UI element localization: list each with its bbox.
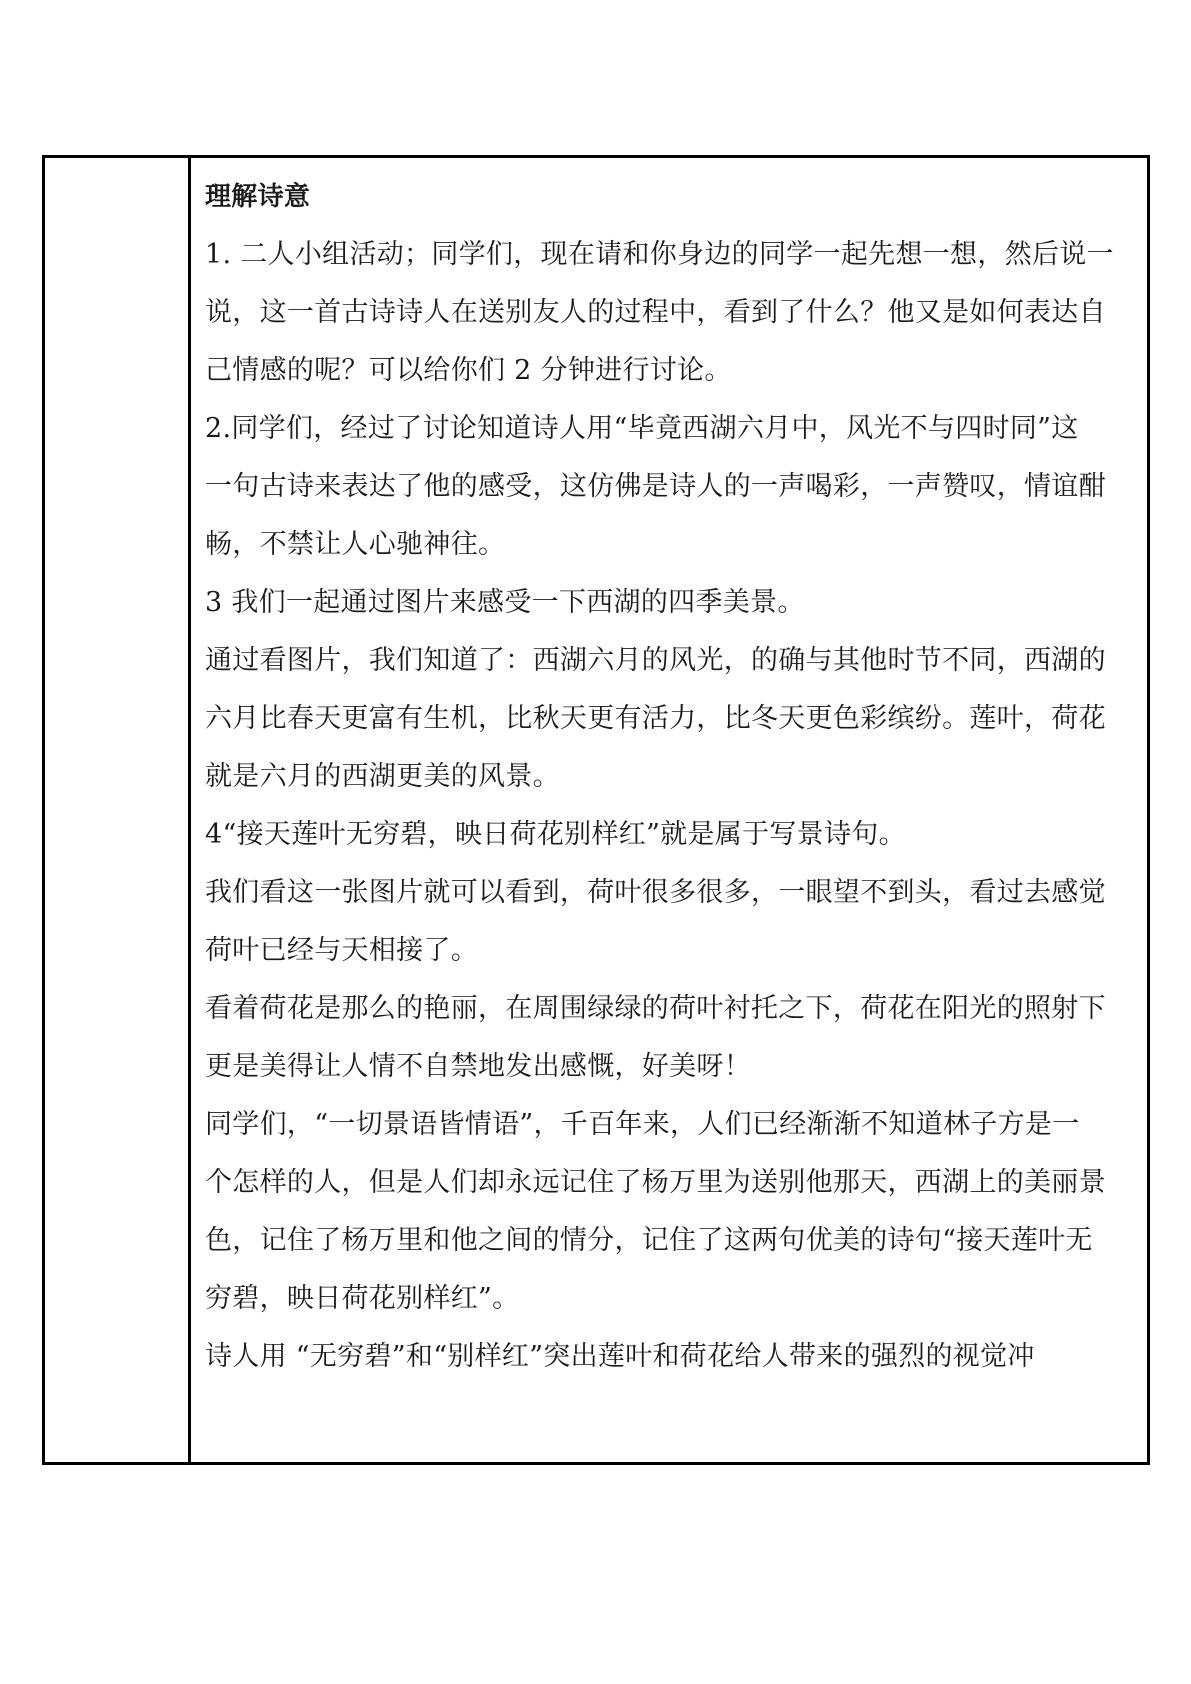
text-line: 六月比春天更富有生机，比秋天更有活力，比冬天更色彩缤纷。莲叶，荷花 xyxy=(205,703,1106,734)
text-line: 一句古诗来表达了他的感受，这仿佛是诗人的一声喝彩，一声赞叹，情谊酣 xyxy=(205,471,1106,502)
text-line: 就是六月的西湖更美的风景。 xyxy=(205,761,560,792)
text-line: 荷叶已经与天相接了。 xyxy=(205,935,478,966)
text-line: 畅，不禁让人心驰神往。 xyxy=(205,529,506,560)
text-line: 说，这一首古诗诗人在送别友人的过程中，看到了什么？他又是如何表达自 xyxy=(205,297,1106,328)
text-line: 4“接天莲叶无穷碧，映日荷花别样红”就是属于写景诗句。 xyxy=(205,819,906,850)
lesson-table xyxy=(42,155,1150,1465)
text-line: 我们看这一张图片就可以看到，荷叶很多很多，一眼望不到头，看过去感觉 xyxy=(205,877,1106,908)
text-line: 通过看图片，我们知道了：西湖六月的风光，的确与其他时节不同，西湖的 xyxy=(205,645,1106,676)
text-line: 诗人用 “无穷碧”和“别样红”突出莲叶和荷花给人带来的强烈的视觉冲 xyxy=(205,1341,1035,1372)
text-line: 个怎样的人，但是人们却永远记住了杨万里为送别他那天，西湖上的美丽景 xyxy=(205,1167,1106,1198)
text-line: 看着荷花是那么的艳丽，在周围绿绿的荷叶衬托之下，荷花在阳光的照射下 xyxy=(205,993,1106,1024)
section-title: 理解诗意 xyxy=(205,182,311,212)
text-line: 更是美得让人情不自禁地发出感慨，好美呀！ xyxy=(205,1051,751,1082)
text-line: 穷碧，映日荷花别样红”。 xyxy=(205,1283,520,1314)
table-content-cell xyxy=(191,158,1147,1462)
text-line: 同学们，“一切景语皆情语”，千百年来，人们已经渐渐不知道林子方是一 xyxy=(205,1109,1080,1140)
text-line: 1. 二人小组活动；同学们，现在请和你身边的同学一起先想一想，然后说一 xyxy=(205,239,1114,270)
table-left-column xyxy=(45,158,191,1462)
text-line: 己情感的呢？可以给你们 2 分钟进行讨论。 xyxy=(205,355,732,386)
text-line: 色，记住了杨万里和他之间的情分，记住了这两句优美的诗句“接天莲叶无 xyxy=(205,1225,1093,1256)
text-line: 3 我们一起通过图片来感受一下西湖的四季美景。 xyxy=(205,587,805,618)
text-line: 2.同学们，经过了讨论知道诗人用“毕竟西湖六月中，风光不与四时同”这 xyxy=(205,413,1079,444)
